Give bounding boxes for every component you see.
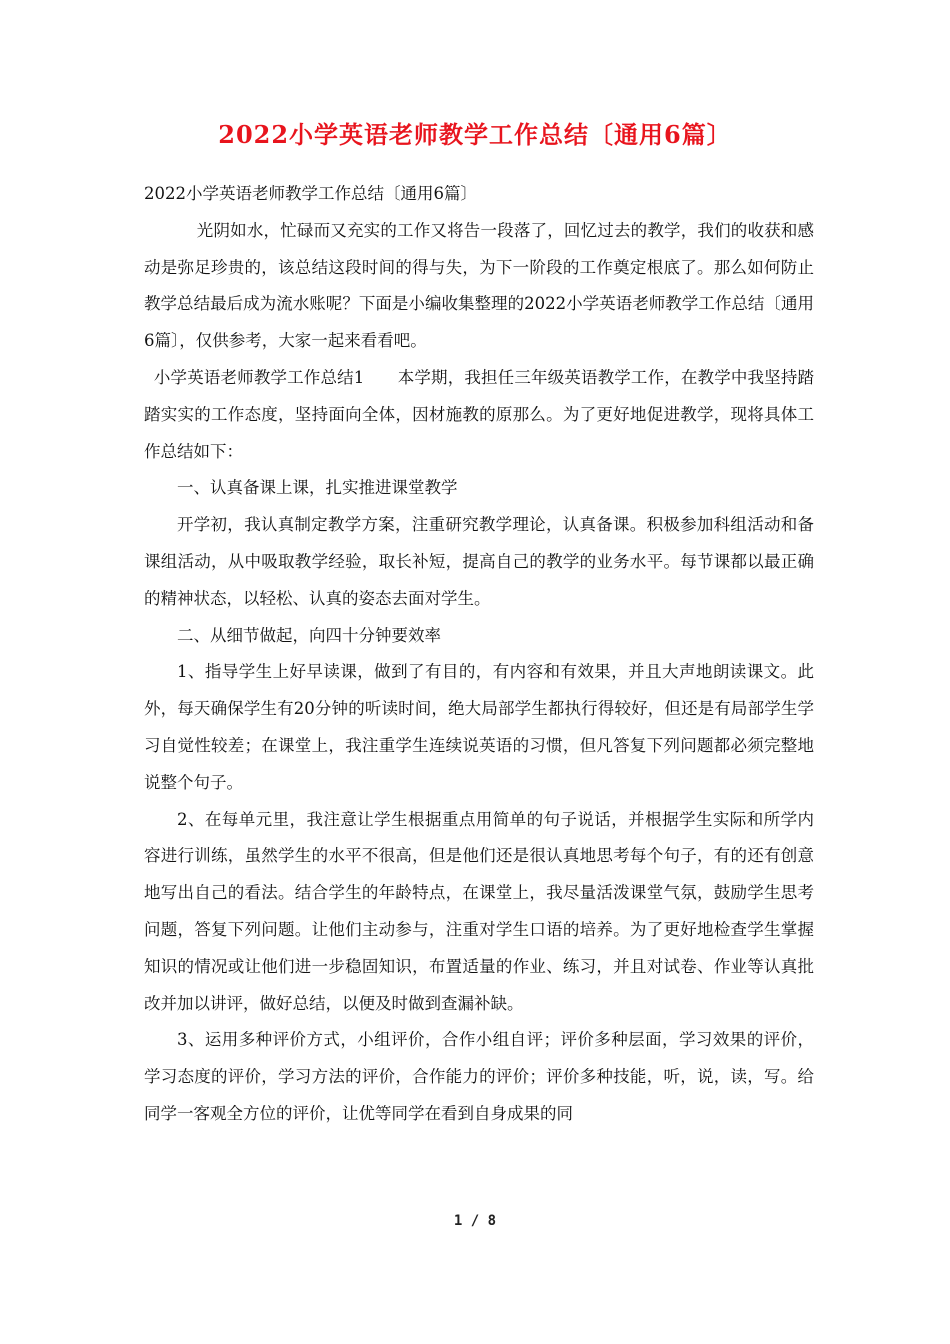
body-paragraph: 3、运用多种评价方式，小组评价，合作小组自评；评价多种层面，学习效果的评价，学习态度的评价，学习方法的评价，合作能力的评价；评价多种技能，听，说，读，写。给同学一客观全方位的评价，让优等同学在看到自身成果的同 (144, 1030, 814, 1123)
body-paragraph: 2、在每单元里，我注意让学生根据重点用简单的句子说话，并根据学生实际和所学内容进行训练，虽然学生的水平不很高，但是他们还是很认真地思考每个句子，有的还有创意地写出自己的看法。结合学生的年龄特点，在课堂上，我尽量活泼课堂气氛，鼓励学生思考问题，答复下列问题。让他们主动参与，注重对学生口语的培养。为了更好地检查学生掌握知识的情况或让他们进一步稳固知识，布置适量的作业、练习，并且对试卷、作业等认真批改并加以讲评，做好总结，以便及时做到查漏补缺。 (144, 809, 814, 1013)
page-number: 1 / 8 (453, 1213, 497, 1229)
document-body (144, 176, 814, 1133)
document-title: 2022小学英语老师教学工作总结〔通用6篇〕 (218, 120, 732, 149)
summary-1-paragraph: 小学英语老师教学工作总结1 本学期，我担任三年级英语教学工作，在教学中我坚持踏踏实实的工作态度，坚持面向全体，因材施教的原那么。为了更好地促进教学，现将具体工作总结如下： (144, 367, 814, 461)
section-heading-1: 一、认真备课上课，扎实推进课堂教学 (177, 478, 458, 498)
body-paragraph: 开学初，我认真制定教学方案，注重研究教学理论，认真备课。积极参加科组活动和备课组活动，从中吸取教学经验，取长补短，提高自己的教学的业务水平。每节课都以最正确的精神状态，以轻松、认真的姿态去面对学生。 (144, 515, 814, 608)
body-paragraph: 1、指导学生上好早读课，做到了有目的，有内容和有效果，并且大声地朗读课文。此外，每天确保学生有20分钟的听读时间，绝大局部学生都执行得较好，但还是有局部学生学习自觉性较差；在课堂上，我注重学生连续说英语的习惯，但凡答复下列问题都必须完整地说整个句子。 (144, 662, 814, 792)
subtitle-line: 2022小学英语老师教学工作总结〔通用6篇〕 (144, 184, 477, 203)
intro-paragraph: 光阴如水，忙碌而又充实的工作又将告一段落了，回忆过去的教学，我们的收获和感动是弥足珍贵的，该总结这段时间的得与失，为下一阶段的工作奠定根底了。那么如何防止教学总结最后成为流水账呢？下面是小编收集整理的2022小学英语老师教学工作总结〔通用6篇〕，仅供参考，大家一起来看看吧。 (144, 220, 814, 351)
section-heading-2: 二、从细节做起，向四十分钟要效率 (177, 625, 441, 645)
